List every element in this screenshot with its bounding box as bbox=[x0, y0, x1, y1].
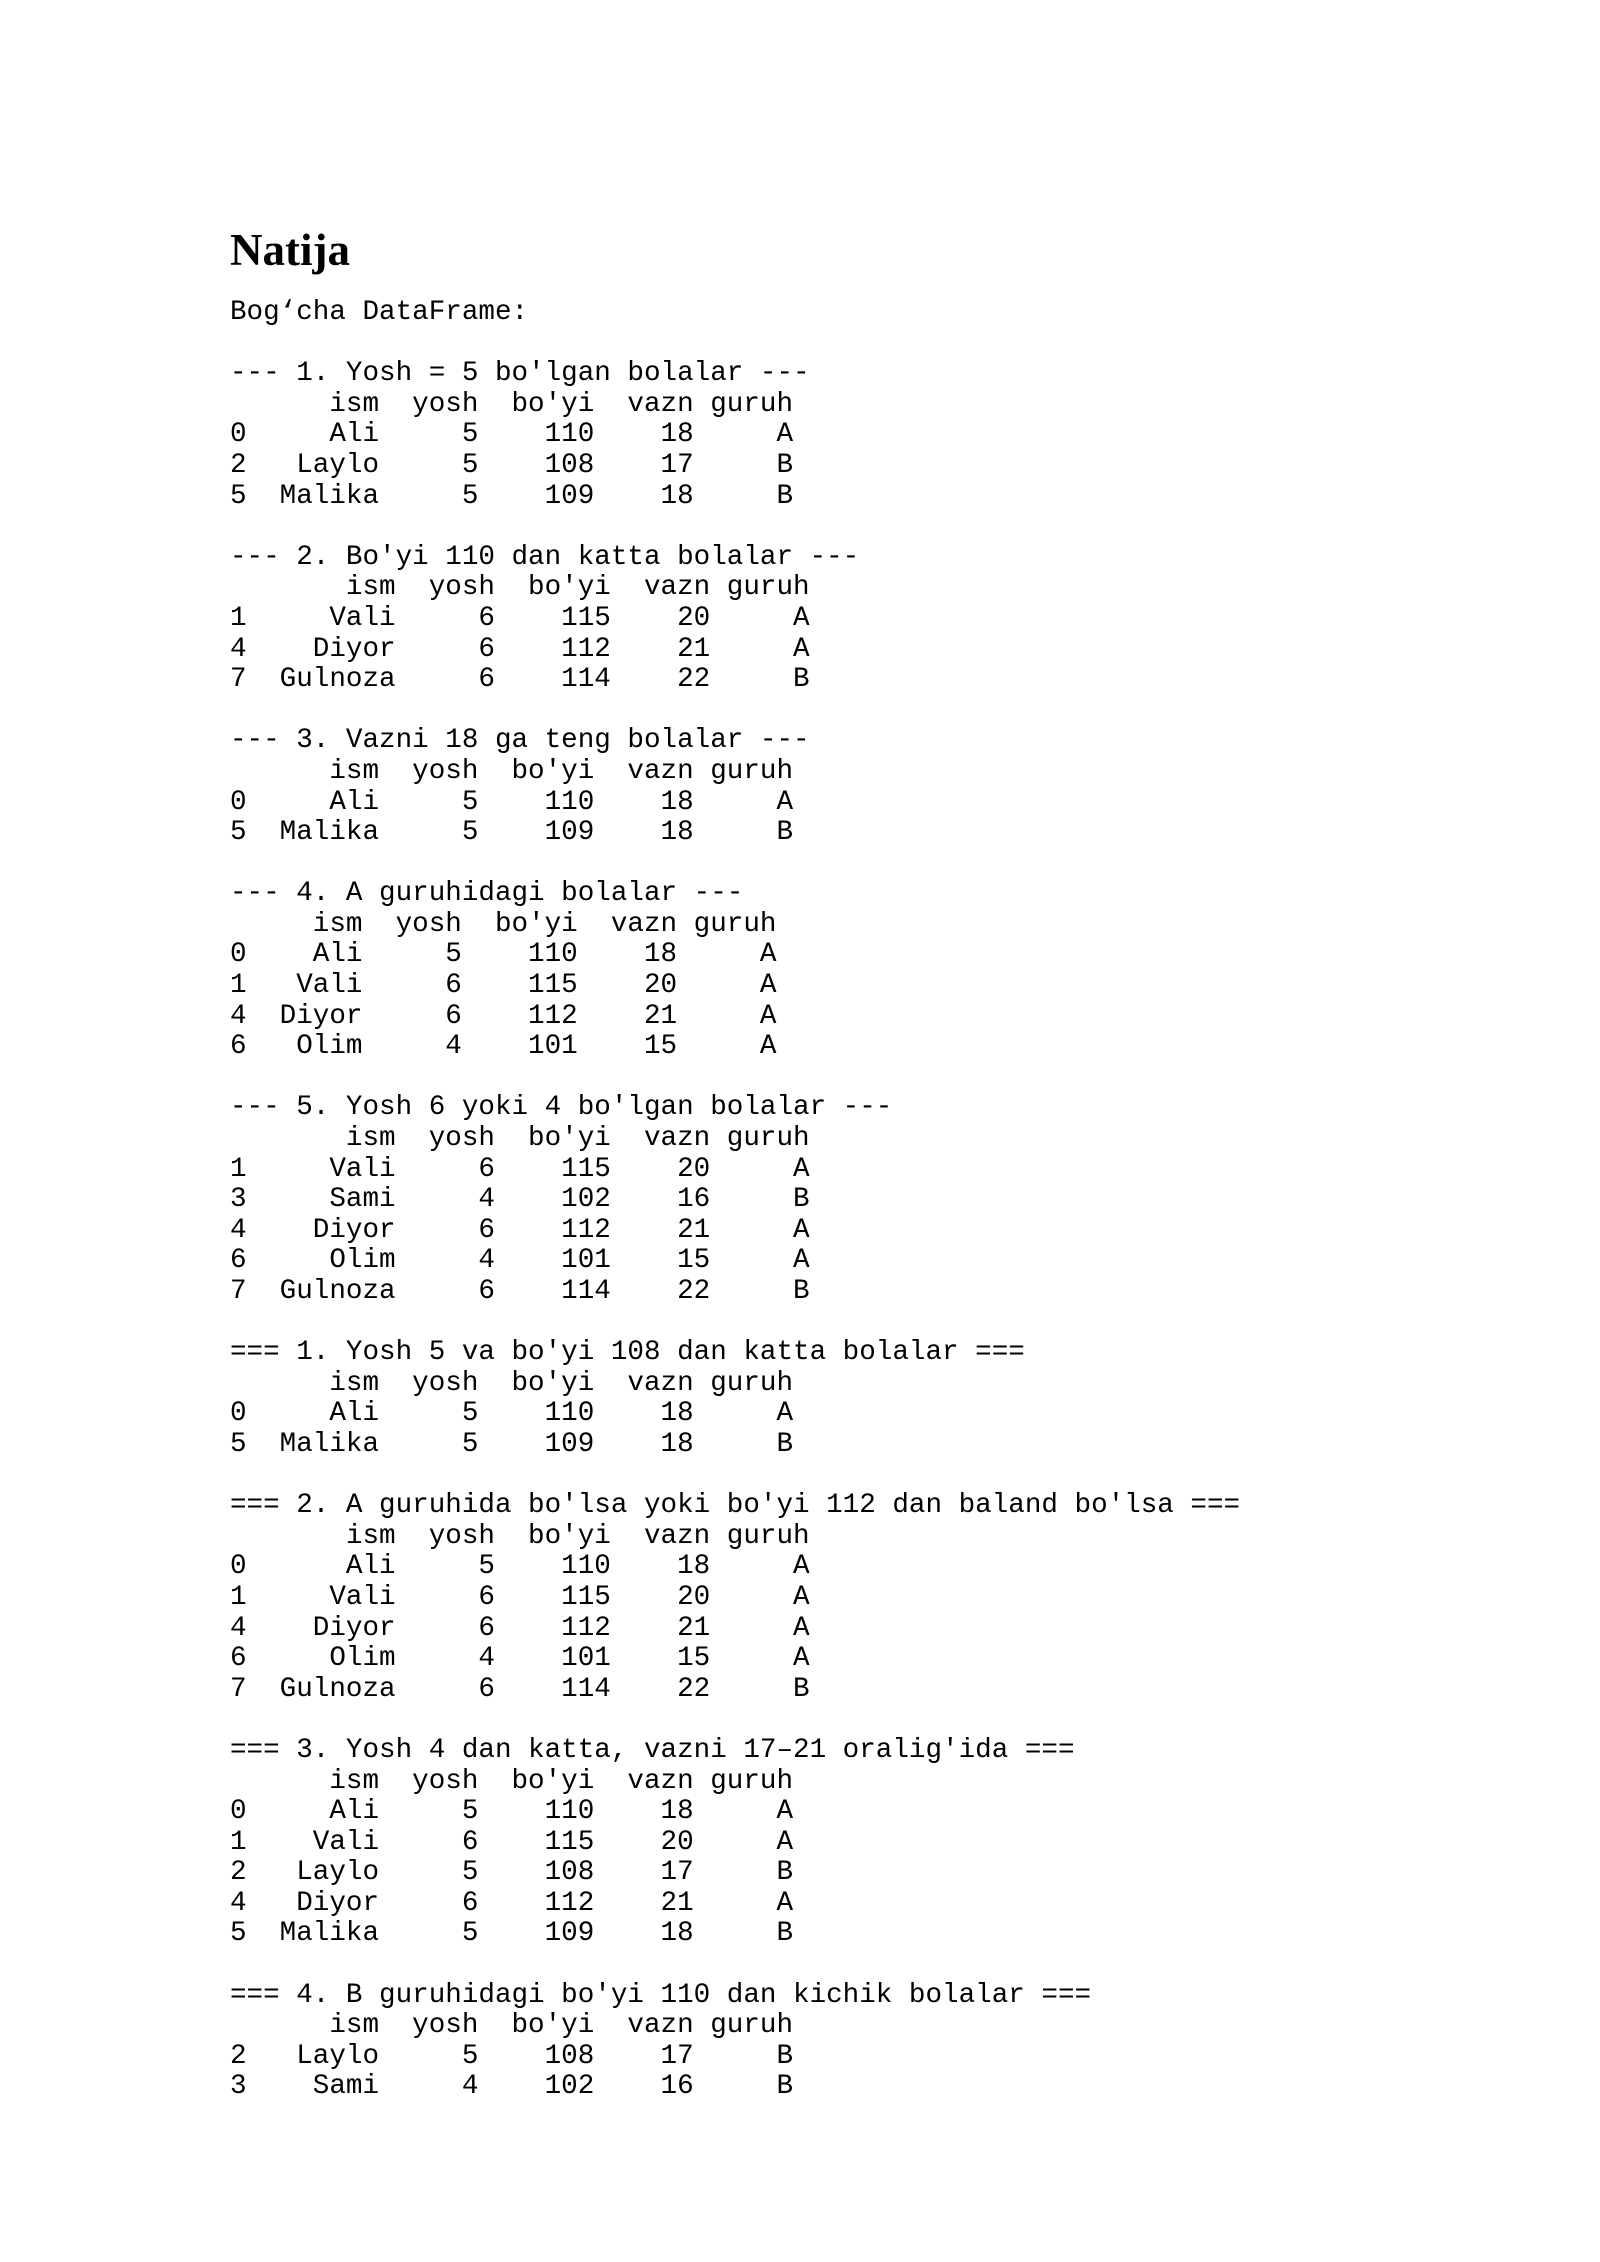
table-row: 6 Olim 4 101 15 A bbox=[230, 1643, 810, 1675]
table-header-row: ism yosh bo'yi vazn guruh bbox=[230, 2010, 794, 2042]
table-header-row: ism yosh bo'yi vazn guruh bbox=[230, 1765, 794, 1797]
section-heading: === 1. Yosh 5 va bo'yi 108 dan katta bolalar === bbox=[230, 1337, 1025, 1369]
table-row: 4 Diyor 6 112 21 A bbox=[230, 1214, 810, 1246]
table-row: 0 Ali 5 110 18 A bbox=[230, 1551, 810, 1583]
output-section bbox=[230, 359, 1530, 512]
document-page bbox=[230, 222, 1530, 2134]
table-row: 4 Diyor 6 112 21 A bbox=[230, 633, 810, 665]
table-header-row: ism yosh bo'yi vazn guruh bbox=[230, 1367, 794, 1399]
table-row: 1 Vali 6 115 20 A bbox=[230, 1581, 810, 1613]
table-row: 5 Malika 5 109 18 B bbox=[230, 480, 794, 512]
table-row: 0 Ali 5 110 18 A bbox=[230, 786, 794, 818]
section-heading: --- 4. A guruhidagi bolalar --- bbox=[230, 878, 744, 910]
output-section bbox=[230, 726, 1530, 848]
table-header-row: ism yosh bo'yi vazn guruh bbox=[230, 1520, 810, 1552]
section-heading: --- 5. Yosh 6 yoki 4 bo'lgan bolalar --- bbox=[230, 1092, 893, 1124]
section-heading: --- 2. Bo'yi 110 dan katta bolalar --- bbox=[230, 541, 860, 573]
output-section bbox=[230, 1338, 1530, 1460]
output-section bbox=[230, 1736, 1530, 1950]
table-row: 3 Sami 4 102 16 B bbox=[230, 2071, 794, 2103]
section-heading: === 2. A guruhida bo'lsa yoki bo'yi 112 dan baland bo'lsa === bbox=[230, 1490, 1241, 1522]
section-heading: --- 1. Yosh = 5 bo'lgan bolalar --- bbox=[230, 358, 810, 390]
table-row: 3 Sami 4 102 16 B bbox=[230, 1184, 810, 1216]
table-row: 5 Malika 5 109 18 B bbox=[230, 1428, 794, 1460]
table-row: 7 Gulnoza 6 114 22 B bbox=[230, 1673, 810, 1705]
output-section bbox=[230, 1491, 1530, 1705]
table-header-row: ism yosh bo'yi vazn guruh bbox=[230, 1123, 810, 1155]
table-row: 0 Ali 5 110 18 A bbox=[230, 1796, 794, 1828]
table-row: 7 Gulnoza 6 114 22 B bbox=[230, 664, 810, 696]
table-row: 7 Gulnoza 6 114 22 B bbox=[230, 1276, 810, 1307]
table-row: 0 Ali 5 110 18 A bbox=[230, 939, 777, 971]
table-row: 2 Laylo 5 108 17 B bbox=[230, 1857, 794, 1889]
table-header-row: ism yosh bo'yi vazn guruh bbox=[230, 572, 810, 604]
output-section bbox=[230, 879, 1530, 1063]
page-title: Natija bbox=[230, 225, 350, 275]
table-row: 1 Vali 6 115 20 A bbox=[230, 602, 810, 634]
output-section bbox=[230, 1093, 1530, 1307]
output-section bbox=[230, 543, 1530, 696]
table-row: 4 Diyor 6 112 21 A bbox=[230, 1612, 810, 1644]
table-header-row: ism yosh bo'yi vazn guruh bbox=[230, 908, 777, 940]
table-row: 6 Olim 4 101 15 A bbox=[230, 1245, 810, 1277]
section-heading: === 3. Yosh 4 dan katta, vazni 17–21 oralig'ida === bbox=[230, 1734, 1075, 1766]
section-heading: === 4. B guruhidagi bo'yi 110 dan kichik bolalar === bbox=[230, 1979, 1092, 2011]
output-sections bbox=[230, 359, 1530, 2103]
table-header-row: ism yosh bo'yi vazn guruh bbox=[230, 388, 794, 420]
table-row: 1 Vali 6 115 20 A bbox=[230, 1826, 794, 1858]
table-row: 0 Ali 5 110 18 A bbox=[230, 419, 794, 451]
table-header-row: ism yosh bo'yi vazn guruh bbox=[230, 755, 794, 787]
table-row: 4 Diyor 6 112 21 A bbox=[230, 1000, 777, 1032]
dataframe-subtitle: Bog‘cha DataFrame: bbox=[230, 297, 529, 328]
table-row: 4 Diyor 6 112 21 A bbox=[230, 1887, 794, 1919]
output-section bbox=[230, 1981, 1530, 2103]
table-row: 1 Vali 6 115 20 A bbox=[230, 1153, 810, 1185]
table-row: 0 Ali 5 110 18 A bbox=[230, 1398, 794, 1430]
table-row: 2 Laylo 5 108 17 B bbox=[230, 2040, 794, 2072]
table-row: 6 Olim 4 101 15 A bbox=[230, 1031, 777, 1063]
table-row: 2 Laylo 5 108 17 B bbox=[230, 449, 794, 481]
table-row: 5 Malika 5 109 18 B bbox=[230, 817, 794, 849]
section-heading: --- 3. Vazni 18 ga teng bolalar --- bbox=[230, 725, 810, 757]
table-row: 1 Vali 6 115 20 A bbox=[230, 970, 777, 1002]
table-row: 5 Malika 5 109 18 B bbox=[230, 1918, 794, 1950]
